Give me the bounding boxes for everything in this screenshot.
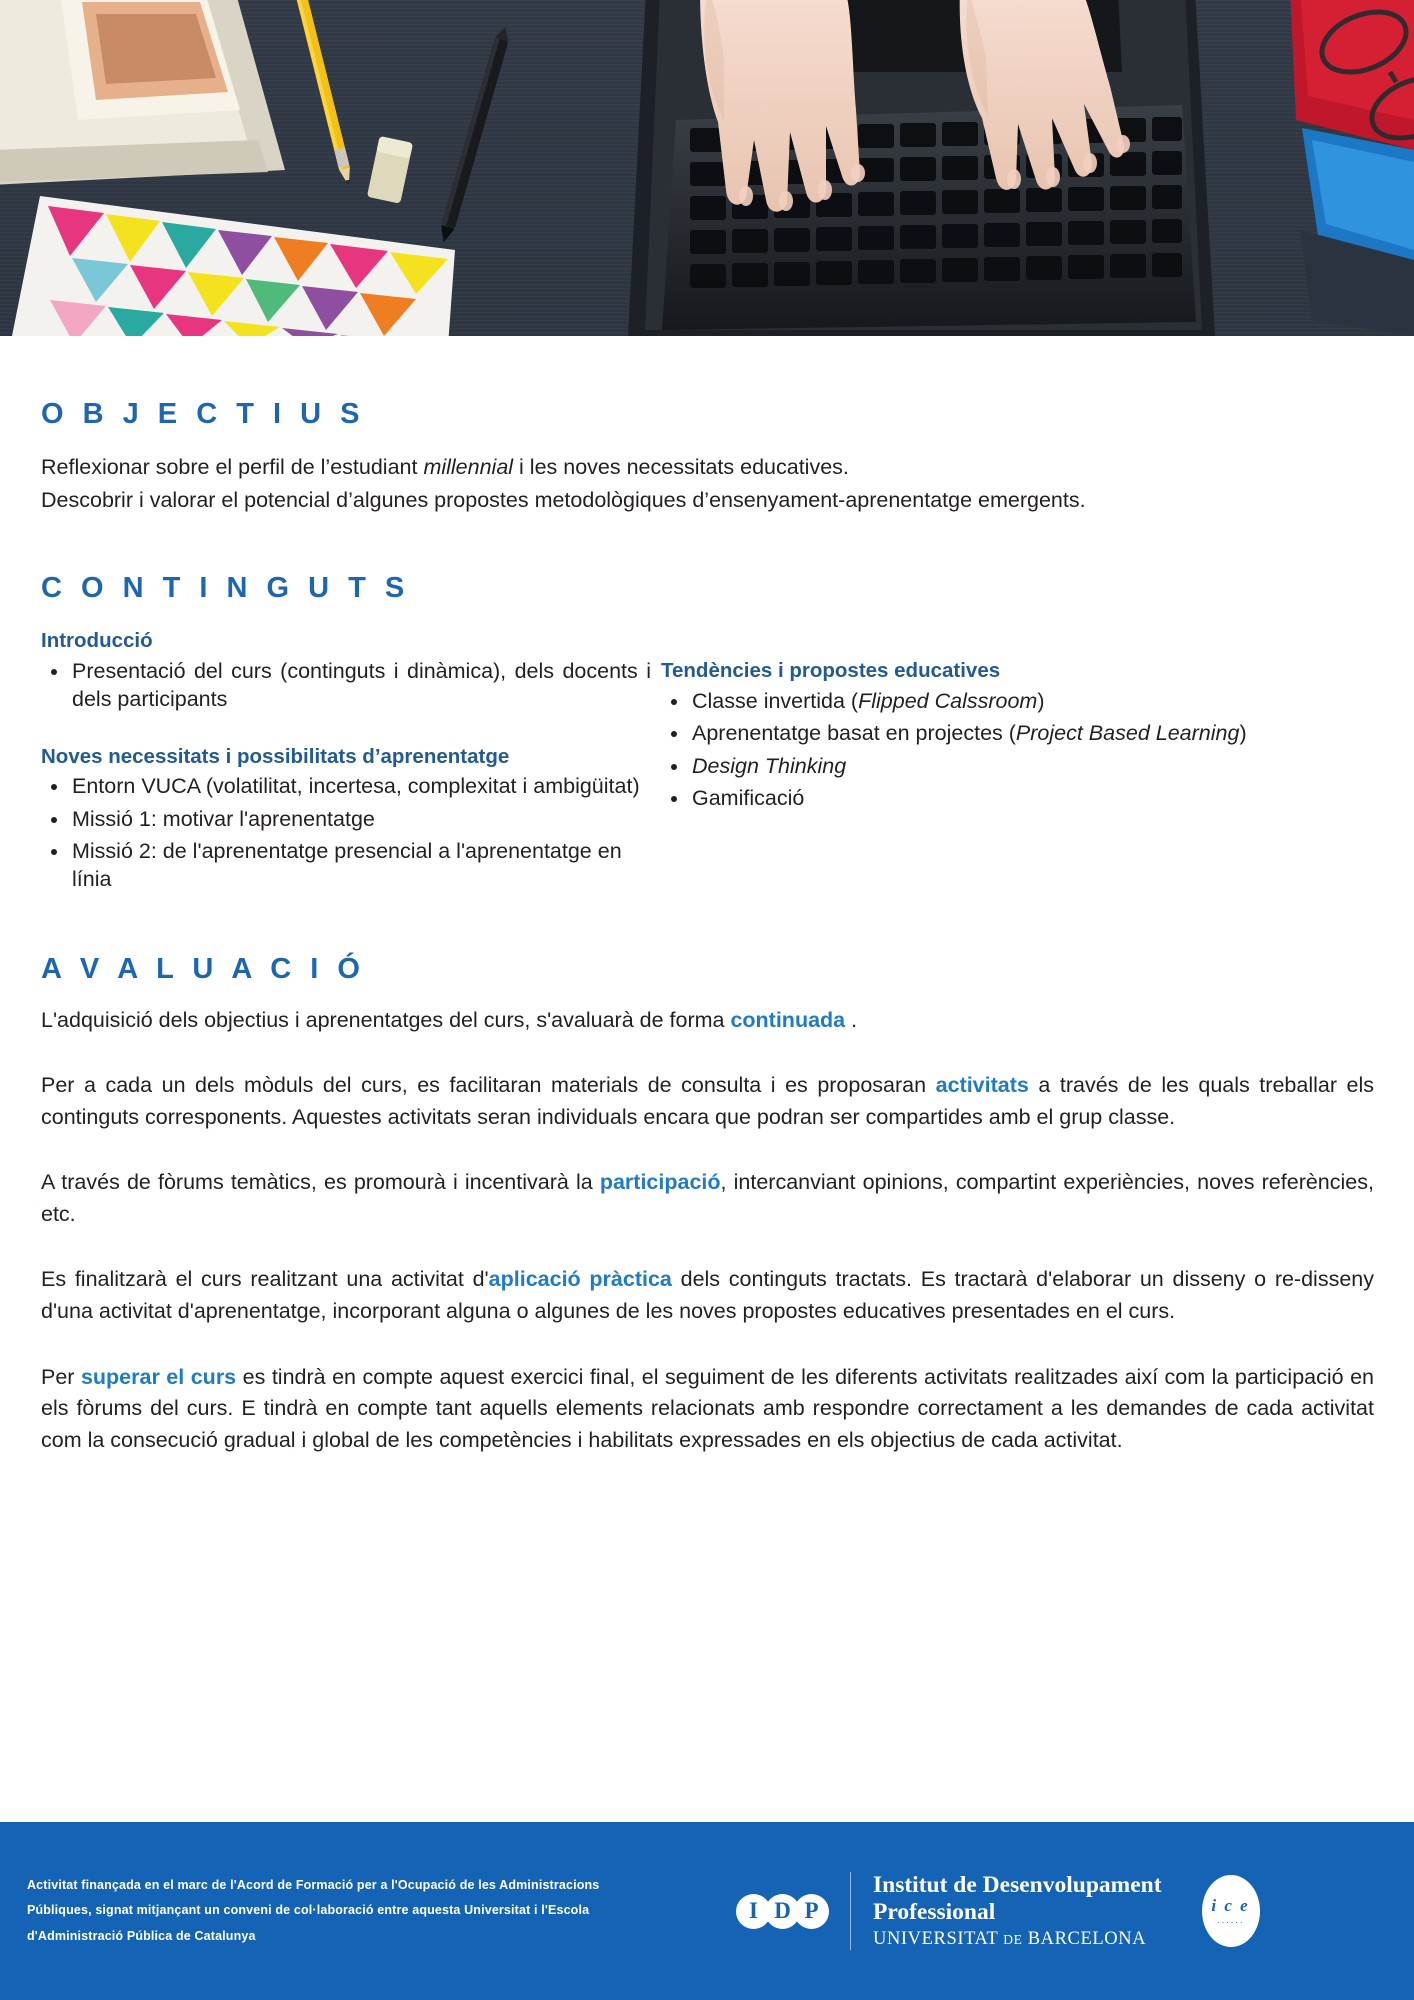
paragraph-text-post: , intercanviant opinions, compartint experiències, noves referències, etc. xyxy=(41,1170,1374,1226)
idp-letter-d: D xyxy=(765,1894,800,1929)
subheading-tendencies: Tendències i propostes educatives xyxy=(661,659,1001,683)
list-item xyxy=(41,805,651,833)
objectius-line-1-em: millennial xyxy=(423,454,514,479)
ice-logo xyxy=(1202,1875,1260,1947)
list-item xyxy=(661,784,1351,812)
list-tendencies xyxy=(661,687,1351,813)
institute-line-1: Institut de Desenvolupament xyxy=(873,1872,1162,1899)
continguts-right-column xyxy=(651,628,1351,894)
objectius-line-2: Descobrir i valorar el potencial d’algunes propostes metodològiques d’ensenyament-aprenentatge emergents. xyxy=(41,487,1086,512)
institute-line-2: Professional xyxy=(873,1898,996,1925)
list-item-pre: Classe invertida ( xyxy=(692,688,859,713)
avaluacio-paragraph-4 xyxy=(41,1264,1374,1327)
objectius-line-1 xyxy=(41,451,1374,484)
avaluacio-paragraph-3 xyxy=(41,1167,1374,1230)
university-city: BARCELONA xyxy=(1027,1928,1147,1949)
logo-divider xyxy=(850,1872,851,1950)
highlight-superar-el-curs: superar el curs xyxy=(80,1364,237,1389)
continguts-block-introduccio xyxy=(41,628,651,713)
header-photo xyxy=(0,0,1414,336)
ice-label: i c e xyxy=(1211,1895,1250,1915)
funding-line-1: Activitat finançada en el marc de l'Acord de Formació per a l'Ocupació de les Administracions xyxy=(27,1877,600,1892)
list-item-text: Missió 2: de l'aprenentatge presencial a l'aprenentatge en línia xyxy=(72,838,622,892)
university-line xyxy=(873,1929,1162,1950)
objectius-line-1-pre: Reflexionar sobre el perfil de l’estudiant xyxy=(41,454,424,479)
continguts-block-tendencies xyxy=(661,658,1351,812)
list-noves-necessitats xyxy=(41,772,651,894)
section-title-continguts: C O N T I N G U T S xyxy=(41,572,410,605)
funding-line-2: Públiques, signat mitjançant un conveni de col·laboració entre aquesta Universitat i l'Escola xyxy=(27,1903,590,1918)
objectius-text xyxy=(41,451,1374,516)
avaluacio-paragraph-1 xyxy=(41,1005,1374,1037)
section-title-avaluacio: A V A L U A C I Ó xyxy=(41,952,366,985)
list-item-text: Gamificació xyxy=(692,785,805,810)
page-footer xyxy=(0,1822,1414,2000)
list-item-post: ) xyxy=(1239,721,1247,746)
paragraph-text-pre: Es finalitzarà el curs realitzant una activitat d' xyxy=(41,1267,489,1292)
paragraph-text-post: . xyxy=(845,1007,858,1032)
paragraph-text-pre: L'adquisició dels objectius i aprenentatges del curs, s'avaluarà de forma xyxy=(41,1007,731,1032)
paragraph-text-pre: Per xyxy=(41,1364,81,1389)
list-item-text: Presentació del curs (continguts i dinàmica), dels docents i dels participants xyxy=(72,658,651,712)
university-wordmark xyxy=(873,1872,1162,1949)
section-title-objectius: O B J E C T I U S xyxy=(41,398,365,430)
highlight-aplicacio-practica: aplicació pràctica xyxy=(488,1267,672,1292)
objectius-line-1-post: i les noves necessitats educatives. xyxy=(513,454,849,479)
list-item xyxy=(661,687,1351,715)
paragraph-text-pre: Per a cada un dels mòduls del curs, es facilitaran materials de consulta i es proposaran xyxy=(41,1073,936,1098)
avaluacio-paragraph-2 xyxy=(41,1070,1374,1133)
document-body xyxy=(0,336,1414,1456)
list-item xyxy=(41,657,651,714)
list-item-em: Project Based Learning xyxy=(1015,721,1240,746)
highlight-activitats: activitats xyxy=(935,1073,1029,1098)
paragraph-text-post: a través de les quals treballar els continguts corresponents. Aquestes activitats seran individuals encara que podran ser compartides amb el grup classe. xyxy=(41,1073,1374,1129)
list-item xyxy=(661,752,1351,780)
list-item xyxy=(41,772,651,800)
continguts-left-column xyxy=(41,628,651,894)
funding-statement xyxy=(0,1873,720,1950)
continguts-columns xyxy=(41,628,1374,894)
list-introduccio xyxy=(41,657,651,714)
list-item-em: Design Thinking xyxy=(692,753,847,778)
university-de: DE xyxy=(1003,1931,1023,1947)
university-main: UNIVERSITAT xyxy=(873,1928,999,1949)
list-item xyxy=(41,837,651,894)
highlight-continuada: continuada xyxy=(730,1007,846,1032)
list-item-em: Flipped Calssroom xyxy=(858,688,1038,713)
list-item-post: ) xyxy=(1037,688,1045,713)
laptop-typing-photo xyxy=(0,0,1414,336)
idp-logo xyxy=(736,1894,823,1929)
list-item-text: Entorn VUCA (volatilitat, incertesa, complexitat i ambigüitat) xyxy=(72,774,640,799)
funding-line-3: d'Administració Pública de Catalunya xyxy=(27,1928,256,1943)
avaluacio-paragraph-5 xyxy=(41,1362,1374,1457)
continguts-block-noves-necessitats xyxy=(41,744,651,894)
paragraph-text-post: dels continguts tractats. Es tractarà d'elaborar un disseny o re-disseny d'una activitat d'aprenentatge, incorporant alguna o algunes de les noves propostes educatives presentades en el curs. xyxy=(41,1267,1374,1324)
ice-dots: ······ xyxy=(1216,1916,1245,1927)
footer-logos xyxy=(736,1872,1260,1950)
highlight-participacio: participació xyxy=(599,1170,721,1195)
list-item-text: Missió 1: motivar l'aprenentatge xyxy=(72,806,375,831)
subheading-noves-necessitats: Noves necessitats i possibilitats d’aprenentatge xyxy=(41,744,510,768)
idp-letter-p: P xyxy=(794,1894,829,1929)
list-item-pre: Aprenentatge basat en projectes ( xyxy=(692,721,1016,746)
paragraph-text-post: es tindrà en compte aquest exercici final, el seguiment de les diferents activitats realitzades així com la participació en els fòrums del curs. E tindrà en compte tant aquells elements relacionats amb respondre correctament a les demandes de cada activitat com la consecució gradual i global de les competències i habilitats expressades en els objectius de cada activitat. xyxy=(41,1364,1375,1452)
idp-letter-i: I xyxy=(736,1894,771,1929)
subheading-introduccio: Introducció xyxy=(41,629,153,653)
paragraph-text-pre: A través de fòrums temàtics, es promourà i incentivarà la xyxy=(41,1170,600,1195)
list-item xyxy=(661,719,1351,747)
